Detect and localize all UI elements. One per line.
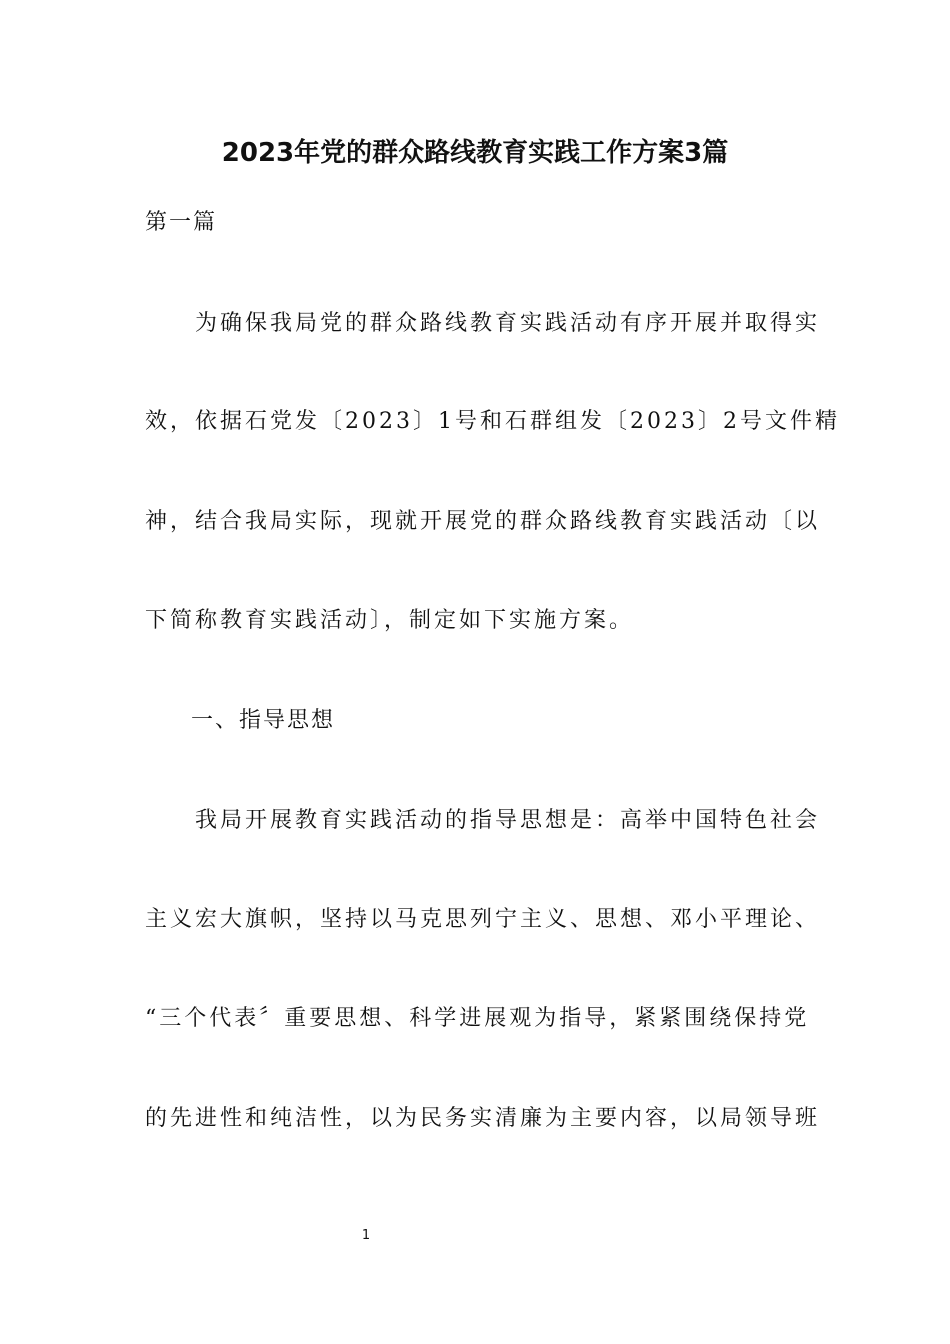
section-label: 第一篇 [145,210,218,235]
paragraph-line: 效，依据石党发〔2023〕1号和石群组发〔2023〕2号文件精 [145,409,840,434]
paragraph-line: 主义宏大旗帜，坚持以马克思列宁主义、思想、邓小平理论、 [145,907,821,932]
page-number: 1 [361,1228,371,1243]
paragraph-line: 的先进性和纯洁性，以为民务实清廉为主要内容，以局领导班 [145,1106,821,1131]
paragraph-line: 我局开展教育实践活动的指导思想是：高举中国特色社会 [195,808,821,833]
paragraph-line: “三个代表〞重要思想、科学进展观为指导，紧紧围绕保持党 [145,1006,810,1031]
paragraph-line: 下简称教育实践活动〕，制定如下实施方案。 [145,608,635,633]
paragraph-line: 神，结合我局实际，现就开展党的群众路线教育实践活动〔以 [145,509,821,534]
document-title: 2023年党的群众路线教育实践工作方案3篇 [221,138,729,168]
paragraph-line: 为确保我局党的群众路线教育实践活动有序开展并取得实 [195,311,821,336]
section-heading: 一、指导思想 [191,708,336,733]
